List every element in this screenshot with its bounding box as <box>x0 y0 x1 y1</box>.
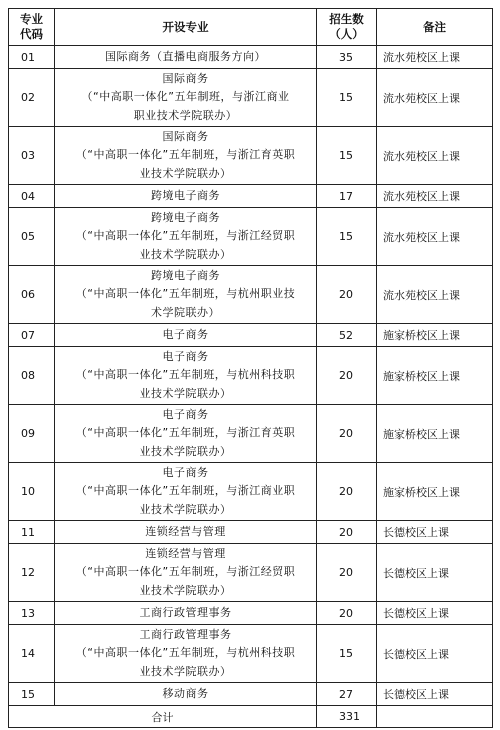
major-code: 08 <box>9 347 55 405</box>
major-name-line: 电子商务 <box>162 349 209 363</box>
major-name-line: （“中高职一体化”五年制班，与浙江育英职 <box>75 148 296 162</box>
campus-note: 流水苑校区上课 <box>377 127 493 185</box>
enroll-count: 15 <box>317 127 377 185</box>
major-code: 03 <box>9 127 55 185</box>
major-code: 14 <box>9 625 55 683</box>
campus-note: 长德校区上课 <box>377 602 493 625</box>
major-name-line: （“中高职一体化”五年制班，与杭州科技职 <box>75 368 296 382</box>
major-name <box>55 625 317 683</box>
major-name-line: 跨境电子商务 <box>151 268 220 282</box>
campus-note: 流水苑校区上课 <box>377 185 493 208</box>
enroll-count: 27 <box>317 683 377 706</box>
major-name-line: 业技术学院联办） <box>139 502 232 516</box>
major-code: 13 <box>9 602 55 625</box>
major-name <box>55 521 317 544</box>
major-name-line: 业技术学院联办） <box>139 247 232 261</box>
major-name-line: 电子商务 <box>162 407 209 421</box>
total-label: 合计 <box>9 706 317 728</box>
major-name <box>55 405 317 463</box>
table-row <box>9 185 493 208</box>
table-row <box>9 602 493 625</box>
major-code: 04 <box>9 185 55 208</box>
major-name-line: 国际商务（直播电商服务方向） <box>105 49 266 63</box>
major-code: 12 <box>9 544 55 602</box>
major-code: 15 <box>9 683 55 706</box>
header-code: 专业 代码 <box>9 9 55 46</box>
campus-note: 施家桥校区上课 <box>377 405 493 463</box>
header-note: 备注 <box>377 9 493 46</box>
major-name <box>55 347 317 405</box>
major-name-line: 跨境电子商务 <box>151 210 220 224</box>
major-name-line: （“中高职一体化”五年制班，与杭州职业技 <box>75 287 296 301</box>
table-row <box>9 208 493 266</box>
major-name-line: 业技术学院联办） <box>139 386 232 400</box>
major-name-line: 业技术学院联办） <box>139 664 232 678</box>
major-name-line: 工商行政管理事务 <box>139 605 232 619</box>
table-row <box>9 405 493 463</box>
major-name <box>55 127 317 185</box>
enroll-count: 20 <box>317 405 377 463</box>
table-row <box>9 266 493 324</box>
major-code: 06 <box>9 266 55 324</box>
major-name-line: 工商行政管理事务 <box>139 627 232 641</box>
total-note <box>377 706 493 728</box>
campus-note: 施家桥校区上课 <box>377 347 493 405</box>
table-row <box>9 69 493 127</box>
major-name-line: （“中高职一体化”五年制班，与浙江商业 <box>81 90 290 104</box>
major-name-line: 移动商务 <box>162 686 209 700</box>
major-name-line: 国际商务 <box>162 129 209 143</box>
major-name-line: （“中高职一体化”五年制班，与杭州科技职 <box>75 646 296 660</box>
major-name-line: （“中高职一体化”五年制班，与浙江经贸职 <box>75 565 296 579</box>
enroll-count: 20 <box>317 266 377 324</box>
major-name <box>55 208 317 266</box>
major-name <box>55 683 317 706</box>
table-row <box>9 324 493 347</box>
major-name-line: 跨境电子商务 <box>151 188 220 202</box>
major-name <box>55 324 317 347</box>
enroll-count: 35 <box>317 46 377 69</box>
major-name-line: 国际商务 <box>162 71 209 85</box>
campus-note: 流水苑校区上课 <box>377 266 493 324</box>
major-code: 10 <box>9 463 55 521</box>
total-row <box>9 706 493 728</box>
enroll-count: 52 <box>317 324 377 347</box>
major-name-line: 电子商务 <box>162 465 209 479</box>
enroll-count: 20 <box>317 347 377 405</box>
enroll-count: 20 <box>317 521 377 544</box>
major-code: 07 <box>9 324 55 347</box>
major-name-line: 业技术学院联办） <box>139 166 232 180</box>
major-name-line: 职业技术学院联办） <box>133 108 238 122</box>
total-num: 331 <box>317 706 377 728</box>
enroll-count: 20 <box>317 602 377 625</box>
enrollment-table <box>8 8 493 728</box>
campus-note: 长德校区上课 <box>377 625 493 683</box>
table-row <box>9 544 493 602</box>
campus-note: 流水苑校区上课 <box>377 46 493 69</box>
major-name <box>55 544 317 602</box>
major-name <box>55 463 317 521</box>
table-row <box>9 463 493 521</box>
enroll-count: 20 <box>317 544 377 602</box>
major-name <box>55 46 317 69</box>
table-row <box>9 521 493 544</box>
enroll-count: 20 <box>317 463 377 521</box>
campus-note: 长德校区上课 <box>377 521 493 544</box>
campus-note: 长德校区上课 <box>377 683 493 706</box>
major-code: 02 <box>9 69 55 127</box>
campus-note: 流水苑校区上课 <box>377 208 493 266</box>
table-row <box>9 46 493 69</box>
campus-note: 施家桥校区上课 <box>377 463 493 521</box>
enroll-count: 15 <box>317 69 377 127</box>
major-name <box>55 266 317 324</box>
major-name-line: （“中高职一体化”五年制班，与浙江育英职 <box>75 426 296 440</box>
major-name <box>55 185 317 208</box>
campus-note: 长德校区上课 <box>377 544 493 602</box>
major-name-line: 连锁经营与管理 <box>145 524 226 538</box>
major-name-line: 业技术学院联办） <box>139 444 232 458</box>
table-row <box>9 127 493 185</box>
enroll-count: 17 <box>317 185 377 208</box>
header-row <box>9 9 493 46</box>
major-name-line: 术学院联办） <box>151 305 220 319</box>
enroll-count: 15 <box>317 208 377 266</box>
major-name <box>55 602 317 625</box>
major-name-line: （“中高职一体化”五年制班，与浙江商业职 <box>75 484 296 498</box>
campus-note: 流水苑校区上课 <box>377 69 493 127</box>
major-code: 05 <box>9 208 55 266</box>
major-name-line: 电子商务 <box>162 327 209 341</box>
major-name <box>55 69 317 127</box>
table-row <box>9 347 493 405</box>
table-row <box>9 625 493 683</box>
header-major: 开设专业 <box>55 9 317 46</box>
major-name-line: 连锁经营与管理 <box>145 546 226 560</box>
table-row <box>9 683 493 706</box>
major-name-line: （“中高职一体化”五年制班，与浙江经贸职 <box>75 229 296 243</box>
header-enroll: 招生数 （人） <box>317 9 377 46</box>
major-code: 01 <box>9 46 55 69</box>
campus-note: 施家桥校区上课 <box>377 324 493 347</box>
major-code: 11 <box>9 521 55 544</box>
enroll-count: 15 <box>317 625 377 683</box>
major-code: 09 <box>9 405 55 463</box>
major-name-line: 业技术学院联办） <box>139 583 232 597</box>
